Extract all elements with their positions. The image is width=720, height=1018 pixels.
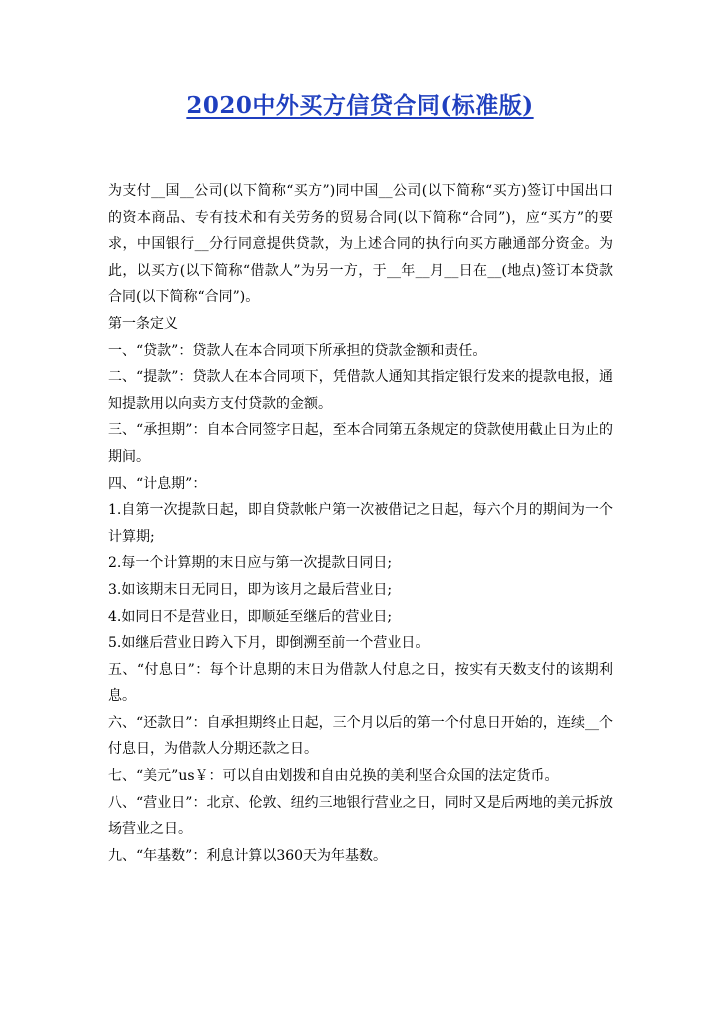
definition-paragraph: 二、“提款”：贷款人在本合同项下，凭借款人通知其指定银行发来的提款电报，通知提款用以向卖方支付贷款的金额。 (108, 369, 613, 412)
document-title: 2020中外买方信贷合同(标准版) (186, 92, 534, 119)
definition-paragraph: 四、“计息期”： (108, 475, 207, 492)
definition-paragraph: 六、“还款日”：自承担期终止日起，三个月以后的第一个付息日开始的，连续__个付息日，为借款人分期还款之日。 (108, 714, 613, 758)
list-item: 3.如该期末日无同日，即为该月之最后营业日; (108, 581, 393, 598)
article-heading: 第一条定义 (108, 315, 178, 332)
list-item: 5.如继后营业日跨入下月，即倒溯至前一个营业日。 (108, 635, 430, 652)
intro-paragraph: 为支付__国__公司(以下简称“买方”)同中国__公司(以下简称“买方)签订中国出口的资本商品、专有技术和有关劳务的贸易合同(以下简称“合同”)，应“买方”的要求，中国银行__分行同意提供贷款，为上述合同的执行向买方融通部分资金。为此，以买方(以下简称“借款人”为另一方，于__年__月__日在__(地点)签订本贷款合同(以下简称“合同”)。 (108, 183, 613, 306)
document-body (108, 178, 613, 869)
definition-paragraph: 一、“贷款”：贷款人在本合同项下所承担的贷款金额和责任。 (108, 342, 487, 359)
definition-paragraph: 九、“年基数”：利息计算以360天为年基数。 (108, 847, 388, 864)
list-item: 1.自第一次提款日起，即自贷款帐户第一次被借记之日起，每六个月的期间为一个计算期; (108, 502, 613, 545)
definition-paragraph: 五、“付息日”：每个计息期的末日为借款人付息之日，按实有天数支付的该期利息。 (108, 661, 613, 705)
list-item: 4.如同日不是营业日，即顺延至继后的营业日; (108, 608, 393, 625)
definition-paragraph: 七、“美元”us￥：可以自由划拨和自由兑换的美利坚合众国的法定货币。 (108, 768, 559, 785)
definition-paragraph: 三、“承担期”：自本合同签字日起，至本合同第五条规定的贷款使用截止日为止的期间。 (108, 422, 613, 465)
definition-paragraph: 八、“营业日”：北京、伦敦、纽约三地银行营业之日，同时又是后两地的美元拆放场营业之日。 (108, 794, 613, 838)
list-item: 2.每一个计算期的末日应与第一次提款日同日; (108, 555, 393, 572)
